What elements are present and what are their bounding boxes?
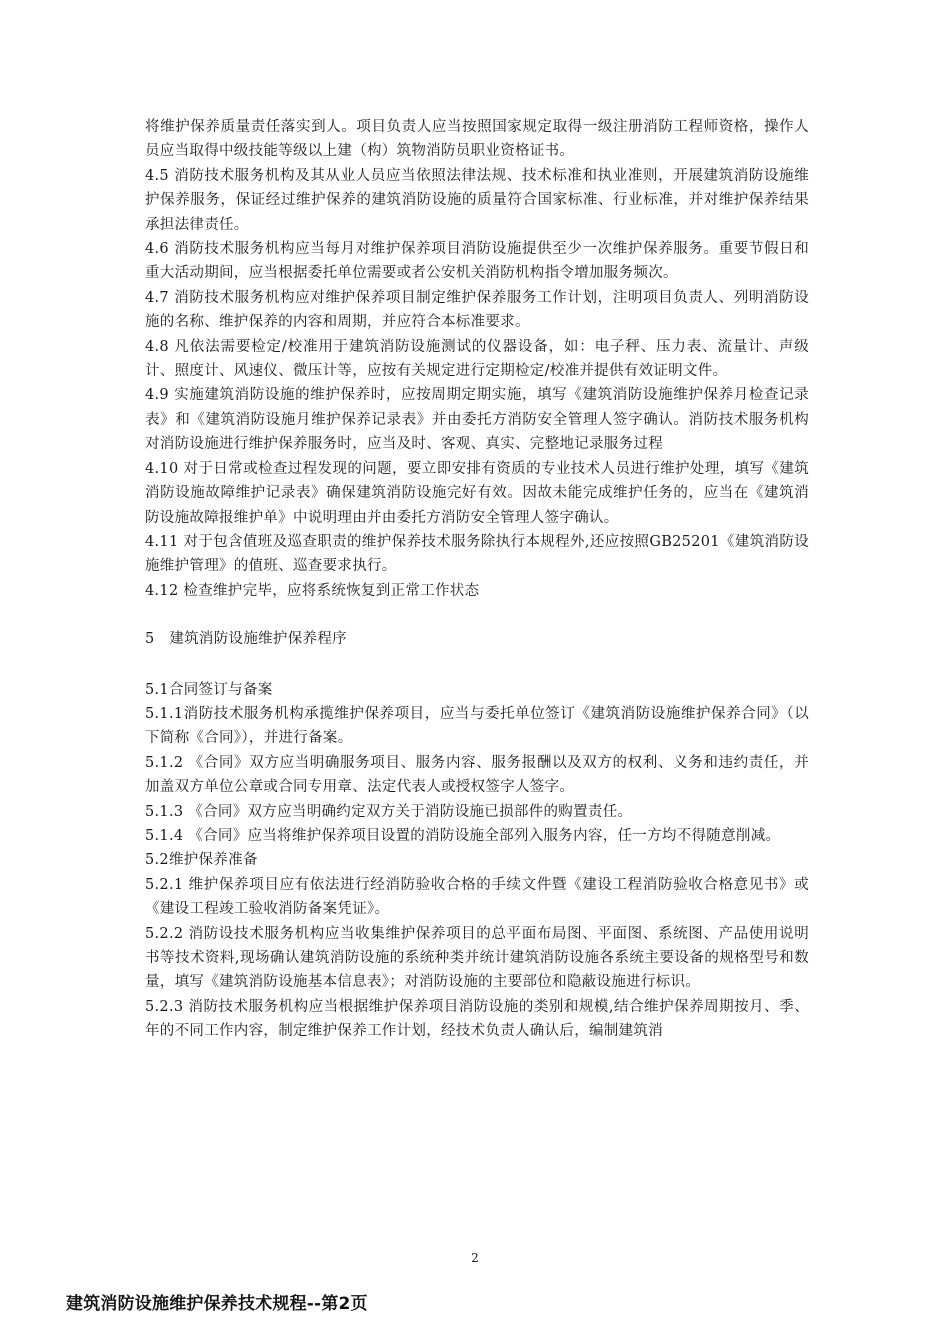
paragraph-5-1-3: 5.1.3 《合同》双方应当明确约定双方关于消防设施已损部件的购置责任。	[145, 803, 633, 820]
page-number: 2	[471, 1251, 479, 1265]
footer-caption: 建筑消防设施维护保养技术规程--第2页	[66, 1294, 368, 1314]
paragraph-4-6: 4.6 消防技术服务机构应当每月对维护保养项目消防设施提供至少一次维护保养服务。重要节假日和重大活动期间，应当根据委托单位需要或者公安机关消防机构指令增加服务频次。	[145, 241, 809, 282]
section-5-title: 5 建筑消防设施维护保养程序	[145, 631, 347, 648]
paragraph-4-7: 4.7 消防技术服务机构应对维护保养项目制定维护保养服务工作计划，注明项目负责人、列明消防设施的名称、维护保养的内容和周期，并应符合本标准要求。	[145, 289, 809, 331]
paragraph-4-8: 4.8 凡依法需要检定/校准用于建筑消防设施测试的仪器设备，如：电子秤、压力表、流量计、声级计、照度计、风速仪、微压计等，应按有关规定进行定期检定/校准并提供有效证明文件。	[145, 338, 809, 380]
paragraph-5-1-4: 5.1.4 《合同》应当将维护保养项目设置的消防设施全部列入服务内容，任一方均不得随意削减。	[145, 827, 781, 844]
subsection-5-2-heading: 5.2维护保养准备	[145, 852, 258, 869]
paragraph-4-5: 4.5 消防技术服务机构及其从业人员应当依照法律法规、技术标准和执业准则，开展建筑消防设施维护保养服务，保证经过维护保养的建筑消防设施的质量符合国家标准、行业标准，并对维护保养结果承担法律责任。	[145, 167, 809, 233]
paragraph-4-12: 4.12 检查维护完毕，应将系统恢复到正常工作状态	[145, 582, 480, 599]
paragraph-4-11: 4.11 对于包含值班及巡查职责的维护保养技术服务除执行本规程外,还应按照GB25201《建筑消防设施维护管理》的值班、巡查要求执行。	[145, 533, 809, 575]
spacer	[145, 652, 809, 678]
paragraph-4-10: 4.10 对于日常或检查过程发现的问题，要立即安排有资质的专业技术人员进行维护处理，填写《建筑消防设施故障维护记录表》确保建筑消防设施完好有效。因故未能完成维护任务的，应当在《建筑消防设施故障报维护单》中说明理由并由委托方消防安全管理人签字确认。	[145, 460, 809, 526]
paragraph-continuation: 将维护保养质量责任落实到人。项目负责人应当按照国家规定取得一级注册消防工程师资格，操作人员应当取得中级技能等级以上建（构）筑物消防员职业资格证书。	[145, 119, 809, 160]
paragraph-4-9: 4.9 实施建筑消防设施的维护保养时，应按周期定期实施，填写《建筑消防设施维护保养月检查记录表》和《建筑消防设施月维护保养记录表》并由委托方消防安全管理人签字确认。消防技术服务机构对消防设施进行维护保养服务时，应当及时、客观、真实、完整地记录服务过程	[145, 387, 809, 453]
paragraph-5-1-1: 5.1.1消防技术服务机构承揽维护保养项目，应当与委托单位签订《建筑消防设施维护保养合同》（以下简称《合同》），并进行备案。	[145, 705, 809, 747]
paragraph-5-2-1: 5.2.1 维护保养项目应有依法进行经消防验收合格的手续文件暨《建设工程消防验收合格意见书》或《建设工程竣工验收消防备案凭证》。	[145, 876, 809, 918]
spacer	[145, 603, 809, 627]
paragraph-5-2-3: 5.2.3 消防技术服务机构应当根据维护保养项目消防设施的类别和规模,结合维护保养周期按月、季、年的不同工作内容，制定维护保养工作计划，经技术负责人确认后，编制建筑消	[145, 998, 809, 1040]
paragraph-5-2-2: 5.2.2 消防设技术服务机构应当收集维护保养项目的总平面布局图、平面图、系统图、产品使用说明书等技术资料,现场确认建筑消防设施的系统种类并统计建筑消防设施各系统主要设备的规格型号和数量，填写《建筑消防设施基本信息表》；对消防设施的主要部位和隐蔽设施进行标识。	[145, 925, 809, 991]
document-body	[145, 115, 809, 1044]
subsection-5-1-heading: 5.1合同签订与备案	[145, 681, 273, 698]
paragraph-5-1-2: 5.1.2 《合同》双方应当明确服务项目、服务内容、服务报酬以及双方的权利、义务和违约责任，并加盖双方单位公章或合同专用章、法定代表人或授权签字人签字。	[145, 754, 809, 796]
